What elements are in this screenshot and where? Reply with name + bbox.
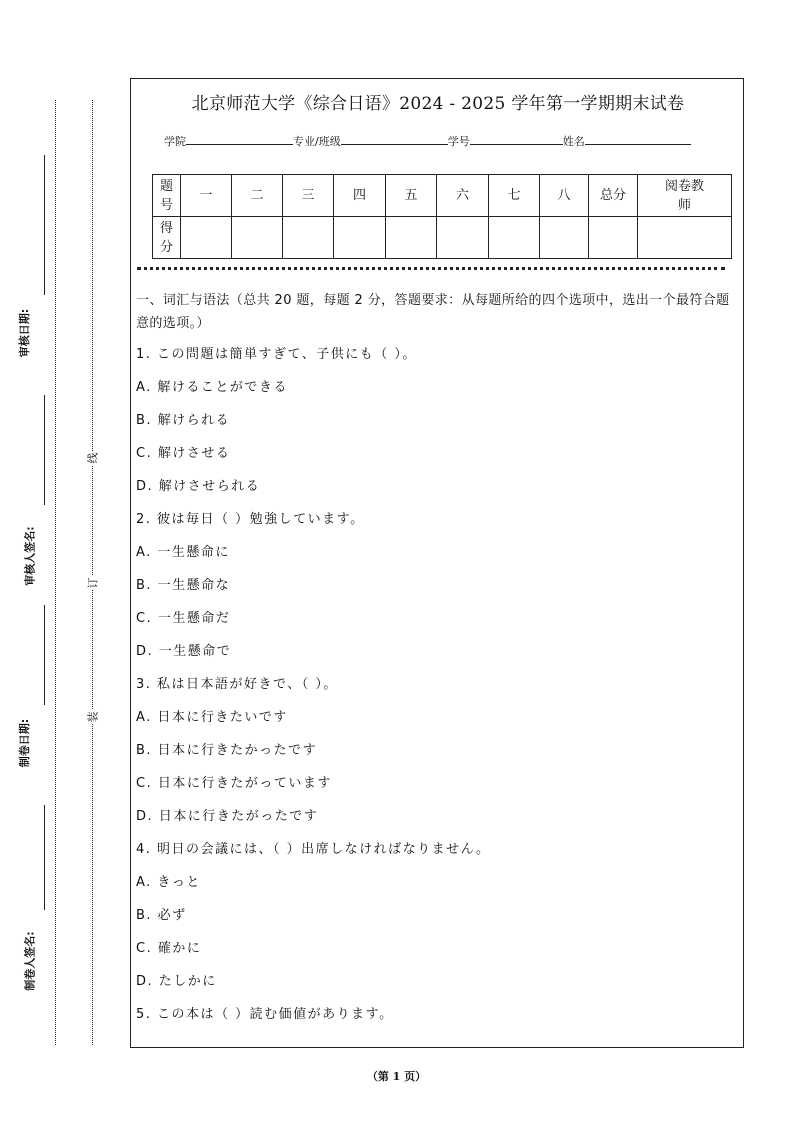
question-stem: 1. この問題は簡単すぎて、子供にも（ ）。 [136, 347, 417, 362]
student-info-row [164, 133, 691, 149]
question-stem: 3. 私は日本語が好きで、（ ）。 [136, 677, 338, 692]
major-class-field[interactable] [341, 134, 448, 145]
score-cell[interactable] [283, 217, 334, 259]
score-cell[interactable] [386, 217, 437, 259]
bind-char-staple: 订 [86, 577, 99, 589]
answer-option[interactable]: B. 必ず [136, 908, 187, 923]
score-cell[interactable] [489, 217, 540, 259]
col-6: 六 [437, 175, 489, 217]
binding-dotted-line-right [92, 100, 93, 1045]
score-cell[interactable] [540, 217, 589, 259]
answer-option[interactable]: B. 日本に行きたかったです [136, 743, 318, 758]
answer-option[interactable]: D. 一生懸命で [136, 644, 232, 659]
section-separator [137, 267, 725, 270]
exam-frame [130, 78, 744, 1048]
name-field[interactable] [585, 134, 691, 145]
reviewer-sign-line [44, 395, 45, 505]
binding-dotted-line-left [55, 100, 56, 1045]
bind-char-line: 线 [86, 452, 99, 464]
answer-option[interactable]: D. たしかに [136, 974, 217, 989]
col-4: 四 [334, 175, 386, 217]
score-table [152, 174, 732, 259]
answer-option[interactable]: B. 一生懸命な [136, 578, 231, 593]
answer-option[interactable]: C. 一生懸命だ [136, 611, 231, 626]
maker-date-label: 制卷日期: [18, 718, 32, 768]
bind-char-bind: 装 [86, 711, 99, 723]
col-total: 总分 [589, 175, 638, 217]
reviewer-signature-label: 审核人签名: [23, 526, 37, 586]
exam-title: 北京师范大学《综合日语》2024 - 2025 学年第一学期期末试卷 [191, 94, 685, 114]
score-table-score-row [153, 217, 732, 259]
col-grader: 阅卷教师 [638, 175, 732, 217]
answer-option[interactable]: A. 一生懸命に [136, 545, 230, 560]
question-list [136, 338, 736, 1031]
college-field[interactable] [186, 134, 293, 145]
question-stem: 4. 明日の会議には、（ ）出席しなければなりません。 [136, 842, 491, 857]
answer-option[interactable]: A. 解けることができる [136, 380, 288, 395]
score-cell[interactable] [437, 217, 489, 259]
score-cell-total[interactable] [589, 217, 638, 259]
answer-option[interactable]: D. 解けさせられる [136, 479, 261, 494]
maker-date-line [44, 605, 45, 705]
name-label: 姓名 [562, 135, 585, 148]
answer-option[interactable]: A. きっと [136, 875, 201, 890]
score-label: 得分 [153, 217, 181, 259]
score-cell[interactable] [232, 217, 283, 259]
score-table-header-row [153, 175, 732, 217]
answer-option[interactable]: C. 確かに [136, 941, 202, 956]
score-cell[interactable] [181, 217, 232, 259]
answer-option[interactable]: C. 日本に行きたがっています [136, 776, 332, 791]
answer-option[interactable]: D. 日本に行きたがったです [136, 809, 319, 824]
answer-option[interactable]: B. 解けられる [136, 413, 231, 428]
score-cell[interactable] [334, 217, 386, 259]
col-2: 二 [232, 175, 283, 217]
col-5: 五 [386, 175, 437, 217]
score-cell-grader[interactable] [638, 217, 732, 259]
student-id-label: 学号 [447, 135, 470, 148]
question-stem: 2. 彼は毎日（ ）勉強しています。 [136, 512, 365, 527]
maker-sign-line [44, 805, 45, 910]
college-label: 学院 [164, 135, 186, 148]
col-1: 一 [181, 175, 232, 217]
questions-content [136, 289, 736, 1031]
student-id-field[interactable] [470, 134, 563, 145]
col-7: 七 [489, 175, 540, 217]
reviewer-date-line [44, 155, 45, 295]
major-class-label: 专业/班级 [293, 135, 341, 148]
col-8: 八 [540, 175, 589, 217]
col-3: 三 [283, 175, 334, 217]
page-number: （第 1 页） [366, 1070, 427, 1083]
reviewer-date-label: 审核日期: [18, 308, 32, 358]
section-title: 一、词汇与语法（总共 20 题，每题 2 分，答题要求：从每题所给的四个选项中，选出一个最符合题意的选项。） [136, 293, 730, 331]
question-stem: 5. この本は（ ）読む価値があります。 [136, 1007, 394, 1022]
answer-option[interactable]: A. 日本に行きたいです [136, 710, 288, 725]
maker-signature-label: 制卷人签名: [23, 931, 37, 991]
question-number-label: 题号 [153, 175, 181, 217]
answer-option[interactable]: C. 解けさせる [136, 446, 231, 461]
